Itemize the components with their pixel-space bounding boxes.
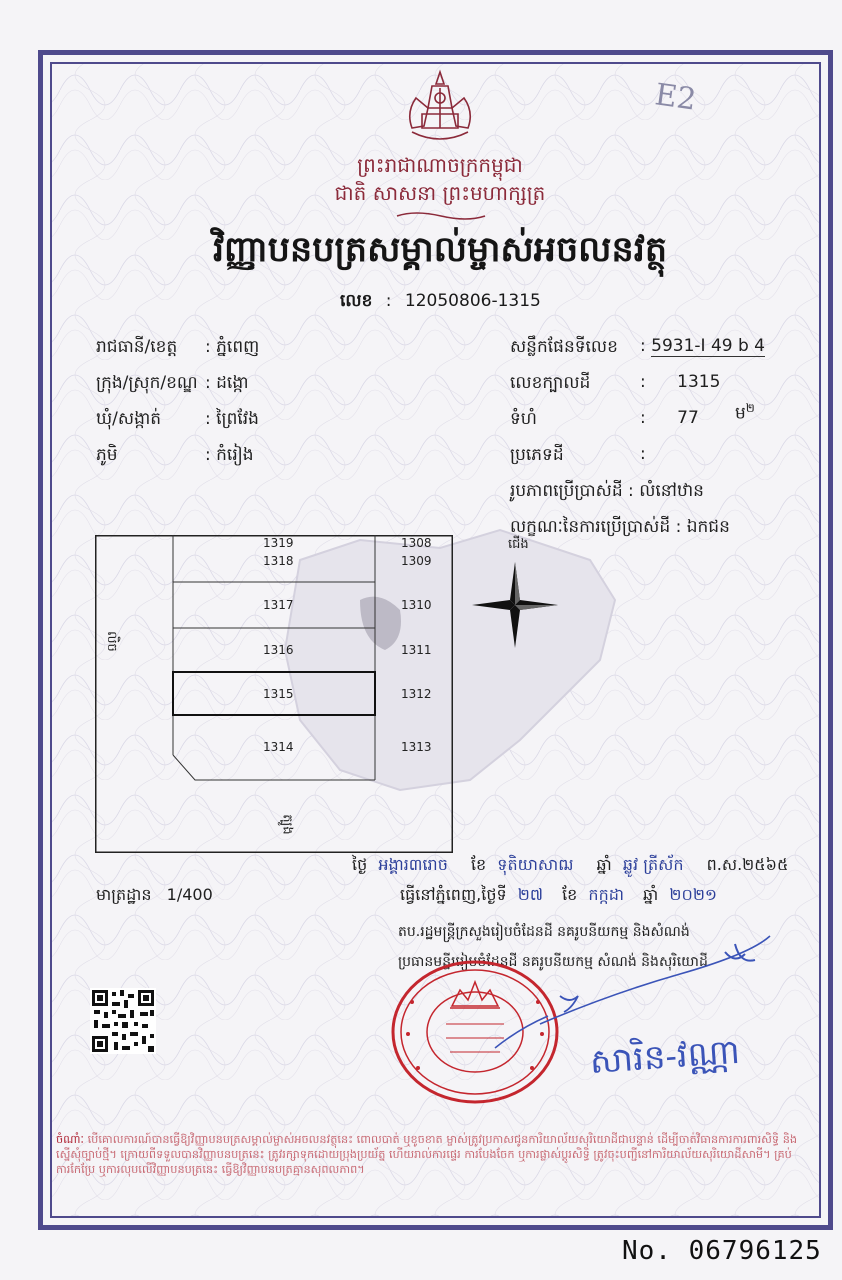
commune-label: ឃុំ/សង្កាត់ [96, 409, 162, 429]
solar-day: ២៧ [517, 885, 543, 904]
solar-month: កក្កដា [588, 885, 624, 904]
lot-1318: 1318 [263, 554, 294, 568]
lot-1319: 1319 [263, 536, 294, 550]
footnote-label: ចំណាំៈ [56, 1133, 84, 1146]
south-label: ត្បូង [279, 814, 295, 835]
solar-date-line: ធ្វើនៅភ្នំពេញ,ថ្ងៃទី ២៧ ខែ កក្កដា ឆ្នាំ ២០២១ [400, 885, 718, 904]
scale-label: មាត្រដ្ឋាន [96, 885, 152, 904]
lot-1310: 1310 [401, 598, 432, 612]
village-value: កំរៀង [216, 445, 254, 465]
serial-number: No. 06796125 [622, 1236, 822, 1266]
parcel-number-label: លេខក្បាលដី [510, 373, 591, 393]
qr-code [90, 988, 156, 1054]
cadastral-plan [95, 535, 453, 853]
signatory-line-2: ប្រធានមន្ទីររៀបចំដែនដី នគរូបនីយកម្ម សំណង់ និងសុរិយោដី [398, 954, 708, 970]
kingdom-heading: ព្រះរាជាណាចក្រកម្ពុជា [357, 153, 523, 177]
handwritten-mark: E2 [652, 77, 699, 118]
handwritten-signature [530, 934, 780, 1044]
area-unit: ម$^២$ [735, 401, 755, 424]
national-motto: ជាតិ សាសនា ព្រះមហាក្សត្រ [334, 181, 546, 205]
parcel-number-value: 1315 [677, 372, 721, 392]
lot-1311: 1311 [401, 643, 432, 657]
land-type-label: ប្រភេទដី [510, 445, 564, 465]
north-label: ជើង [508, 537, 529, 552]
certificate-number-label: លេខ [340, 291, 373, 311]
lunar-year: ឆ្លូវ ត្រីស័ក [622, 855, 684, 874]
use-nature-label: លក្ខណៈនៃការប្រើប្រាស់ដី : ឯកជន [510, 517, 730, 537]
map-sheet-value: 5931-I 49 b 4 [651, 336, 766, 356]
lot-1312: 1312 [401, 687, 432, 701]
lot-1315-subject: 1315 [263, 687, 294, 701]
province-value: ភ្នំពេញ [216, 337, 260, 357]
buddhist-era: ព.ស.២៥៦៥ [706, 855, 789, 874]
ornament-divider [395, 210, 487, 222]
commune-value: ព្រៃវែង [216, 409, 259, 429]
use-nature-value: ឯកជន [686, 517, 730, 537]
lot-1309: 1309 [401, 554, 432, 568]
signatory-name: សារិន-វណ្ណា [588, 1031, 742, 1083]
lot-1313: 1313 [401, 740, 432, 754]
scale-value: 1/400 [166, 885, 213, 904]
district-label: ក្រុង/ស្រុក/ខណ្ឌ [96, 373, 198, 393]
district-value: ដង្កោ [216, 373, 249, 393]
province-label: រាជធានី/ខេត្ត [96, 337, 178, 357]
certificate-title: វិញ្ញាបនបត្រសម្គាល់ម្ចាស់អចលនវត្ថុ [212, 229, 668, 270]
lot-1317: 1317 [263, 598, 294, 612]
lot-1316: 1316 [263, 643, 294, 657]
land-use-value: លំនៅឋាន [639, 481, 704, 501]
north-arrow-compass-icon [470, 560, 560, 650]
lot-1314: 1314 [263, 740, 294, 754]
lunar-month: ទុតិយាសាឍ [497, 855, 574, 874]
footnote-text: បើគោលការណ៍បានធ្វើឱ្យវិញ្ញាបនបត្រសម្គាល់ម្ចាស់អចលនវត្ថុនេះ ពោលបាត់ ឬខូចខាត ម្ចាស់ត្រូវប្រកាសជូនការិយាល័យសុរិយោដីជាបន្ទាន់ ដើម្បីចាត់វិធានការការពារសិទ្ធិ និងស្នើសុំច្បាប់ថ្មី។ ក្រោយពីទទួលបានវិញ្ញាបនបត្រនេះ ត្រូវរក្សាទុកដោយប្រុងប្រយ័ត្ន ហើយរាល់ការផ្ទេរ ការបែងចែក ឬការផ្លាស់ប្តូរសិទ្ធិ ត្រូវចុះបញ្ជីនៅការិយាល័យសុរិយោដីសាមី។ គ្រប់ការកែប្រែ ឬការលុបលើវិញ្ញាបនបត្រនេះ ធ្វើឱ្យវិញ្ញាបនបត្រគ្មានសុពលភាព។ [56, 1133, 798, 1176]
royal-arms-emblem [398, 68, 482, 148]
map-sheet-label: សន្លឹកផែនទីលេខ [510, 337, 618, 357]
lot-1308: 1308 [401, 536, 432, 550]
area-value: 77 [677, 408, 699, 428]
certificate-number-value: 12050806-1315 [404, 291, 541, 311]
village-label: ភូមិ [96, 445, 118, 465]
signatory-line-1: តប.រដ្ឋមន្ត្រីក្រសួងរៀបចំដែនដី នគរូបនីយកម្ម និងសំណង់ [398, 924, 690, 940]
lunar-day: អង្គារ៣រោច [378, 855, 448, 874]
land-use-label: រូបភាពប្រើប្រាស់ដី : លំនៅឋាន [510, 481, 704, 501]
area-label: ទំហំ [510, 409, 537, 429]
lunar-date-line: ថ្ងៃ អង្គារ៣រោច ខែ ទុតិយាសាឍ ឆ្នាំ ឆ្លូវ ត្រីស័ក ព.ស.២៥៦៥ [352, 855, 789, 874]
footnote [56, 1132, 816, 1177]
certificate-number: លេខ : 12050806-1315 [340, 291, 541, 311]
solar-year: ២០២១ [669, 885, 718, 904]
scale [96, 884, 213, 908]
west-label: លិច [103, 631, 119, 652]
